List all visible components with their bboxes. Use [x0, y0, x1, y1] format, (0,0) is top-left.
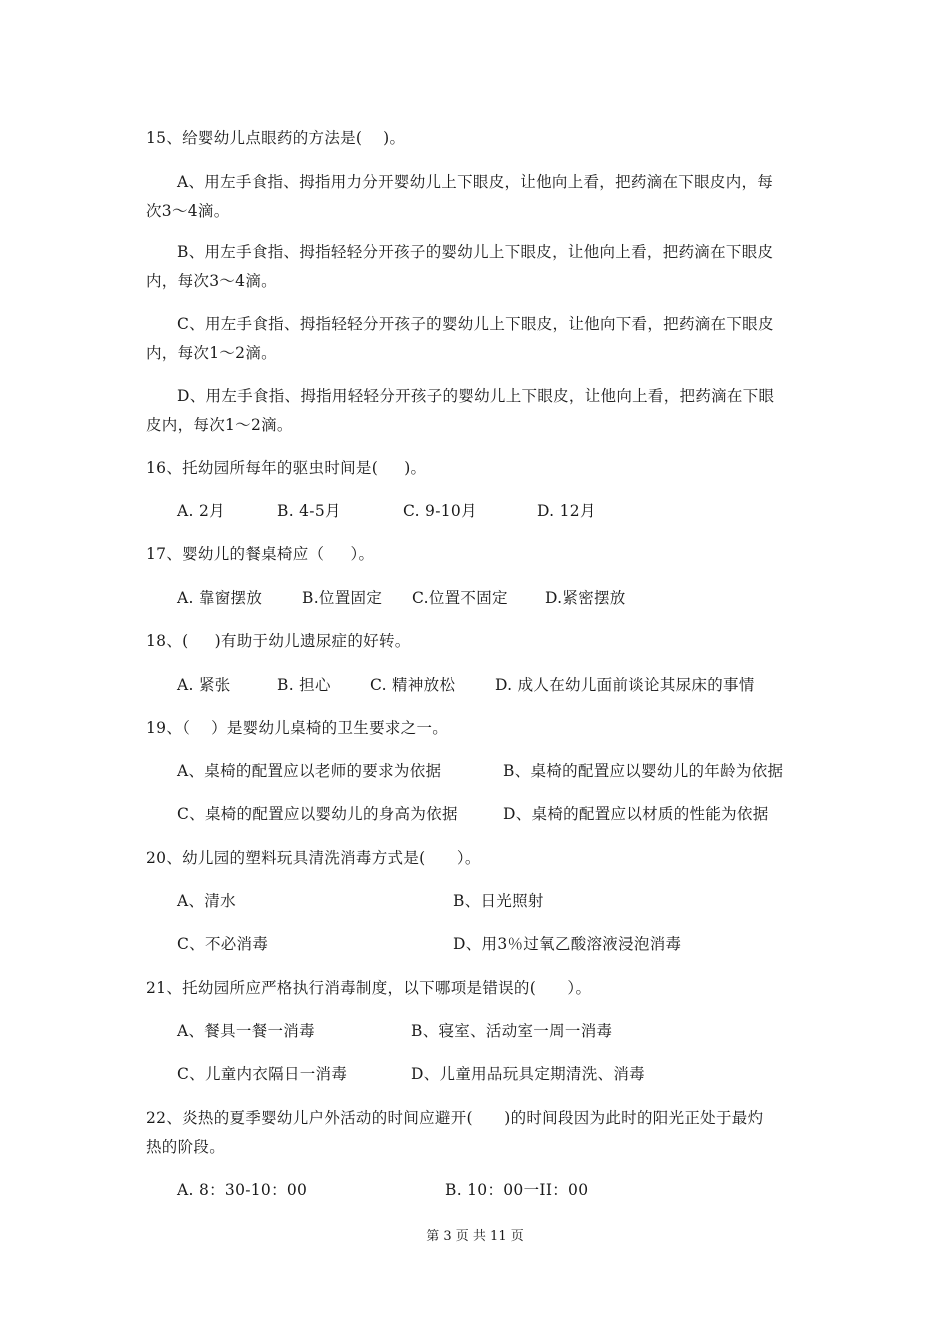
question-20-option-d: D、用3％过氧乙酸溶液浸泡消毒	[453, 935, 682, 953]
question-20-option-c: C、不必消毒	[177, 935, 269, 953]
question-20-option-a: A、清水	[177, 892, 236, 910]
question-21-option-c: C、儿童内衣隔日一消毒	[177, 1065, 348, 1083]
question-17-stem: 17、婴幼儿的餐桌椅应（ ）。	[146, 545, 375, 563]
question-15-option-a-line2: 次3～4滴。	[146, 202, 230, 220]
question-16-option-d: D. 12月	[537, 502, 596, 520]
question-18-option-b: B. 担心	[277, 676, 331, 694]
question-21-option-b: B、寝室、活动室一周一消毒	[411, 1022, 613, 1040]
question-19-option-c: C、桌椅的配置应以婴幼儿的身高为依据	[177, 805, 458, 823]
question-17-option-c: C.位置不固定	[412, 589, 508, 607]
question-15-option-b-line1: B、用左手食指、拇指轻轻分开孩子的婴幼儿上下眼皮，让他向上看，把药滴在下眼皮	[177, 243, 774, 261]
question-15-option-c-line2: 内，每次1～2滴。	[146, 344, 277, 362]
question-22-option-a: A. 8：30-10：00	[177, 1181, 308, 1199]
question-20-option-b: B、日光照射	[453, 892, 544, 910]
question-21-stem: 21、托幼园所应严格执行消毒制度，以下哪项是错误的( ）。	[146, 979, 592, 997]
question-22-stem-line1: 22、炎热的夏季婴幼儿户外活动的时间应避开( )的时间段因为此时的阳光正处于最灼	[146, 1109, 764, 1127]
question-18-option-a: A. 紧张	[177, 676, 231, 694]
question-19-stem: 19、（ ）是婴幼儿桌椅的卫生要求之一。	[146, 719, 449, 737]
question-15-stem: 15、给婴幼儿点眼药的方法是( )。	[146, 129, 406, 147]
question-15-option-b-line2: 内，每次3～4滴。	[146, 272, 277, 290]
question-17-option-b: B.位置固定	[302, 589, 383, 607]
question-16-stem: 16、托幼园所每年的驱虫时间是( )。	[146, 459, 427, 477]
question-18-option-c: C. 精神放松	[370, 676, 456, 694]
question-15-option-a-line1: A、用左手食指、拇指用力分开婴幼儿上下眼皮，让他向上看，把药滴在下眼皮内，每	[177, 173, 774, 191]
question-19-option-b: B、桌椅的配置应以婴幼儿的年龄为依据	[503, 762, 784, 780]
question-15-option-d-line2: 皮内，每次1～2滴。	[146, 416, 293, 434]
question-17-option-a: A. 靠窗摆放	[177, 589, 263, 607]
question-19-option-a: A、桌椅的配置应以老师的要求为依据	[177, 762, 442, 780]
question-22-stem-line2: 热的阶段。	[146, 1138, 226, 1156]
question-16-option-b: B. 4-5月	[277, 502, 341, 520]
question-18-option-d: D. 成人在幼儿面前谈论其尿床的事情	[495, 676, 755, 694]
question-21-option-d: D、儿童用品玩具定期清洗、消毒	[411, 1065, 645, 1083]
question-22-option-b: B. 10：00一II：00	[445, 1181, 589, 1199]
question-18-stem: 18、( )有助于幼儿遗尿症的好转。	[146, 632, 411, 650]
question-20-stem: 20、幼儿园的塑料玩具清洗消毒方式是( ）。	[146, 849, 481, 867]
question-16-option-a: A. 2月	[177, 502, 225, 520]
question-17-option-d: D.紧密摆放	[545, 589, 626, 607]
question-15-option-d-line1: D、用左手食指、拇指用轻轻分开孩子的婴幼儿上下眼皮，让他向上看，把药滴在下眼	[177, 387, 775, 405]
question-21-option-a: A、餐具一餐一消毒	[177, 1022, 315, 1040]
question-15-option-c-line1: C、用左手食指、拇指轻轻分开孩子的婴幼儿上下眼皮，让他向下看，把药滴在下眼皮	[177, 315, 774, 333]
question-19-option-d: D、桌椅的配置应以材质的性能为依据	[503, 805, 769, 823]
question-16-option-c: C. 9-10月	[403, 502, 477, 520]
page-number-footer: 第 3 页 共 11 页	[426, 1229, 524, 1244]
